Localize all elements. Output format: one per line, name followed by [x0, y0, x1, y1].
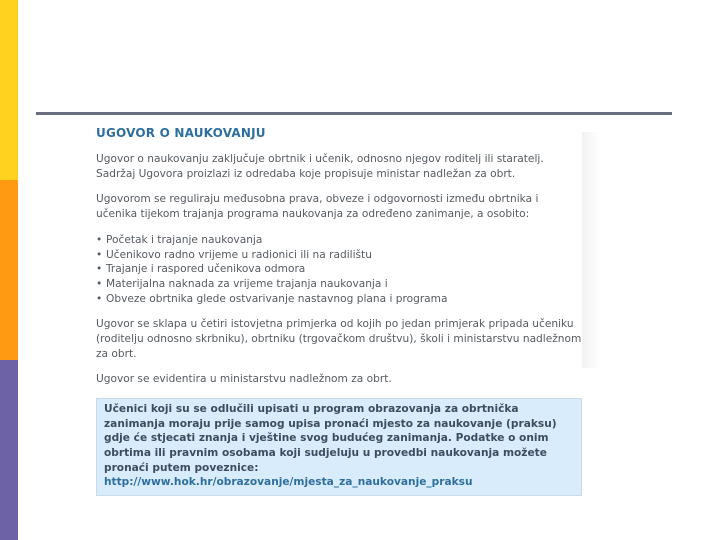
page-edge-shadow — [582, 132, 600, 368]
bullet-icon: • — [96, 248, 103, 261]
left-accent-bar-yellow — [0, 0, 18, 180]
list-item: • Učenikovo radno vrijeme u radionici ili na radilištu — [96, 248, 372, 261]
list-item: • Materijalna naknada za vrijeme trajanja naukovanja i — [96, 277, 388, 290]
apprenticeship-link[interactable]: http://www.hok.hr/obrazovanje/mjesta_za_naukovanje_praksu — [104, 476, 473, 489]
document-excerpt — [96, 126, 582, 496]
bullet-icon: • — [96, 233, 103, 246]
info-note-box — [96, 398, 582, 496]
list-item: • Obveze obrtnika glede ostvarivanje nastavnog plana i programa — [96, 292, 448, 305]
left-accent-bar-orange — [0, 180, 18, 360]
left-accent-bar-purple — [0, 360, 18, 540]
title-divider-line — [36, 112, 672, 115]
obligations-list — [96, 233, 582, 307]
bullet-icon: • — [96, 263, 103, 276]
paragraph-rights: Ugovorom se reguliraju međusobna prava, obveze i odgovornosti između obrtnika i učenika tijekom trajanja programa naukovanja za određeno zanimanje, a osobito: — [96, 193, 539, 221]
info-note-text: Učenici koji su se odlučili upisati u program obrazovanja za obrtnička zanimanja moraju prije samog upisa pronaći mjesto za naukovanje (praksu) gdje će stjecati znanja i vještine svog budućeg zanimanja. Podatke o onim obrtima ili pravnim osobama koji sudjeluju u provedbi naukovanja možete pronaći putem poveznice: — [104, 403, 557, 474]
paragraph-copies: Ugovor se sklapa u četiri istovjetna primjerka od kojih po jedan primjerak pripada učeniku (roditelju odnosno skrbniku), obrtniku (trgovačkom društvu), školi i ministarstvu nadležnom za obrt. — [96, 318, 582, 360]
bullet-icon: • — [96, 292, 103, 305]
list-item: • Početak i trajanje naukovanja — [96, 233, 263, 246]
bullet-icon: • — [96, 277, 103, 290]
paragraph-registration: Ugovor se evidentira u ministarstvu nadležnom za obrt. — [96, 373, 392, 386]
paragraph-intro: Ugovor o naukovanju zaključuje obrtnik i učenik, odnosno njegov roditelj ili staratelj. Sadržaj Ugovora proizlazi iz odredaba koje propisuje ministar nadležan za obrt. — [96, 153, 544, 180]
list-item: • Trajanje i raspored učenikova odmora — [96, 263, 306, 276]
document-title: UGOVOR O NAUKOVANJU — [96, 126, 266, 140]
